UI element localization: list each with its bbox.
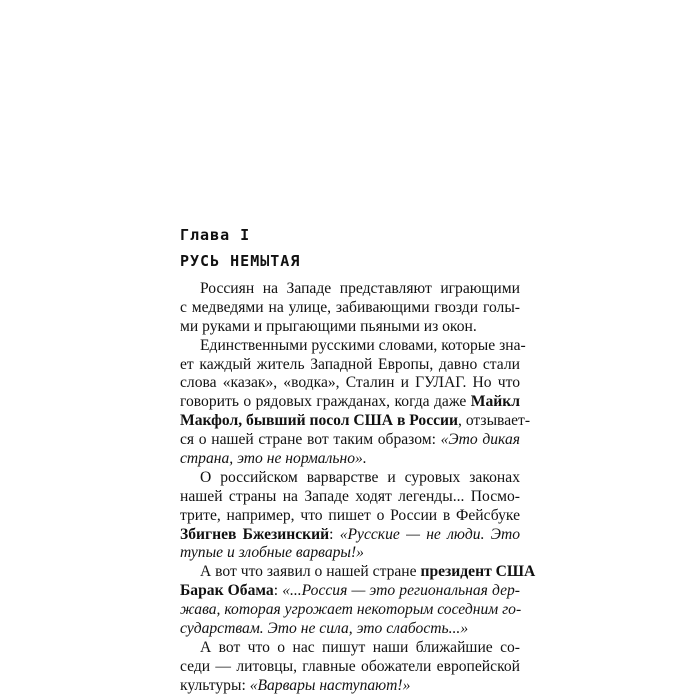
text-line: говорить о рядовых гражданах, когда даже Майкл [180,393,520,411]
text-line: ет каждый житель Западной Европы, давно стали [180,355,520,373]
text-line: страна, это не нормально». [180,450,367,468]
text-line: сударствам. Это не сила, это слабость...» [180,620,469,638]
chapter-title: РУСЬ НЕМЫТАЯ [180,252,301,270]
text-line: О российском варварстве и суровых законах [200,468,520,486]
text-line: А вот что о нас пишут наши ближайшие со- [200,638,520,656]
text-line: нашей страны на Западе ходят легенды... Посмо- [180,487,520,505]
chapter-label: Глава I [180,226,251,244]
text-line: ми руками и прыгающими пьяными из окон. [180,317,477,335]
text-line: с медведями на улице, забивающими гвозди голы- [180,298,520,316]
text-line: А вот что заявил о нашей стране президент США [200,563,536,581]
text-line: тупые и злобные варвары!» [180,544,364,562]
text-line: слова «казак», «водка», Сталин и ГУЛАГ. Но что [180,374,520,392]
chapter-body [180,280,536,696]
text-line: Збигнев Бжезинский: «Русские — не люди. Это [180,525,520,543]
text-line: культуры: «Варвары наступают!» [180,676,411,694]
text-line: Россиян на Западе представляют играющими [200,280,520,297]
text-line: Единственными русскими словами, которые зна- [200,336,526,354]
text-line: седи — литовцы, главные обожатели европейской [180,657,520,675]
text-line: Барак Обама: «...Россия — это региональная дер- [180,582,521,600]
text-line: Макфол, бывший посол США в России, отзывает- [180,412,531,430]
text-line: ся о нашей стране вот таким образом: «Это дикая [180,431,520,449]
text-line: трите, например, что пишет о России в Фейсбуке [180,506,520,524]
text-line: жава, которая угрожает некоторым соседним го- [180,601,522,619]
